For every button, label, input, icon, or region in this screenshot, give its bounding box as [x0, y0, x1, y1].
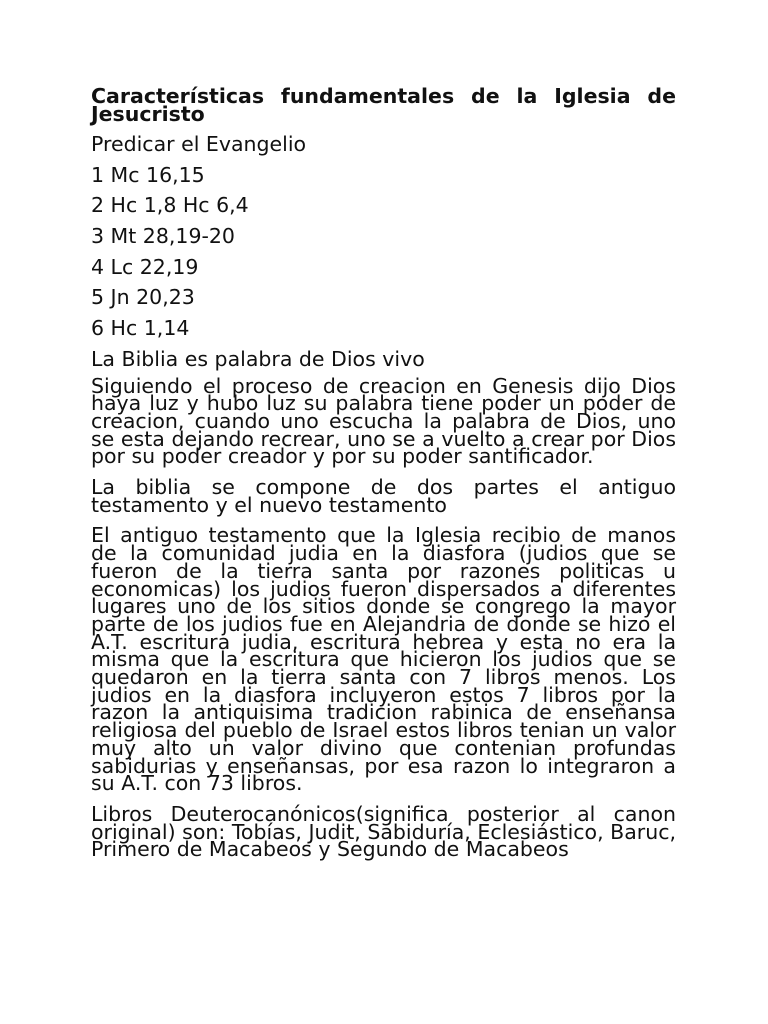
heading-bible: La Biblia es palabra de Dios vivo [91, 346, 425, 371]
paragraph-old-testament: El antiguo testamento que la Iglesia recibio de manos de la comunidad judia en la diasfora (judios que se fueron de la tierra santa por razones politicas u economicas) los judios fueron dispersados a diferentes lugares uno de los sitios donde se congrego la mayor parte de los judios fue en Alejandria de donde se hizo el A.T. escritura judia, escritura hebrea y esta no era la misma que la escritura que hicieron los judios que se quedaron en la tierra santa con 7 libros menos. Los judios en la diasfora incluyeron estos 7 libros por la razon la antiquisima tradicion rabinica de enseñansa religiosa del pueblo de Israel estos libros tenian un valor muy alto un valor divino que contenian profundas sabidurias y enseñansas, por esa razon lo integraron a su A.T. con 73 libros. [91, 523, 676, 796]
reference-line: 6 Hc 1,14 [91, 316, 190, 341]
paragraph-bible-parts: La biblia se compone de dos partes el antiguo testamento y el nuevo testamento [91, 475, 676, 517]
reference-line: 1 Mc 16,15 [91, 162, 205, 187]
reference-line: 4 Lc 22,19 [91, 254, 199, 279]
reference-line: 5 Jn 20,23 [91, 285, 195, 310]
reference-line: 3 Mt 28,19-20 [91, 224, 235, 249]
paragraph-deuterocanonical: Libros Deuterocanónicos(significa posterior al canon original) son: Tobías, Judit, Sabiduría, Eclesiástico, Baruc, Primero de Macabeos y Segundo de Macabeos [91, 801, 676, 862]
heading-preach: Predicar el Evangelio [91, 132, 307, 156]
reference-line: 2 Hc 1,8 Hc 6,4 [91, 193, 249, 218]
document-page [91, 84, 676, 872]
document-title: Características fundamentales de la Iglesia de Jesucristo [91, 84, 676, 126]
paragraph-creation: Siguiendo el proceso de creacion en Genesis dijo Dios haya luz y hubo luz su palabra tiene poder un poder de creacion, cuando uno escucha la palabra de Dios, uno se esta dejando recrear, uno se a vuelto a crear por Dios por su poder creador y por su poder santificador. [91, 373, 676, 469]
